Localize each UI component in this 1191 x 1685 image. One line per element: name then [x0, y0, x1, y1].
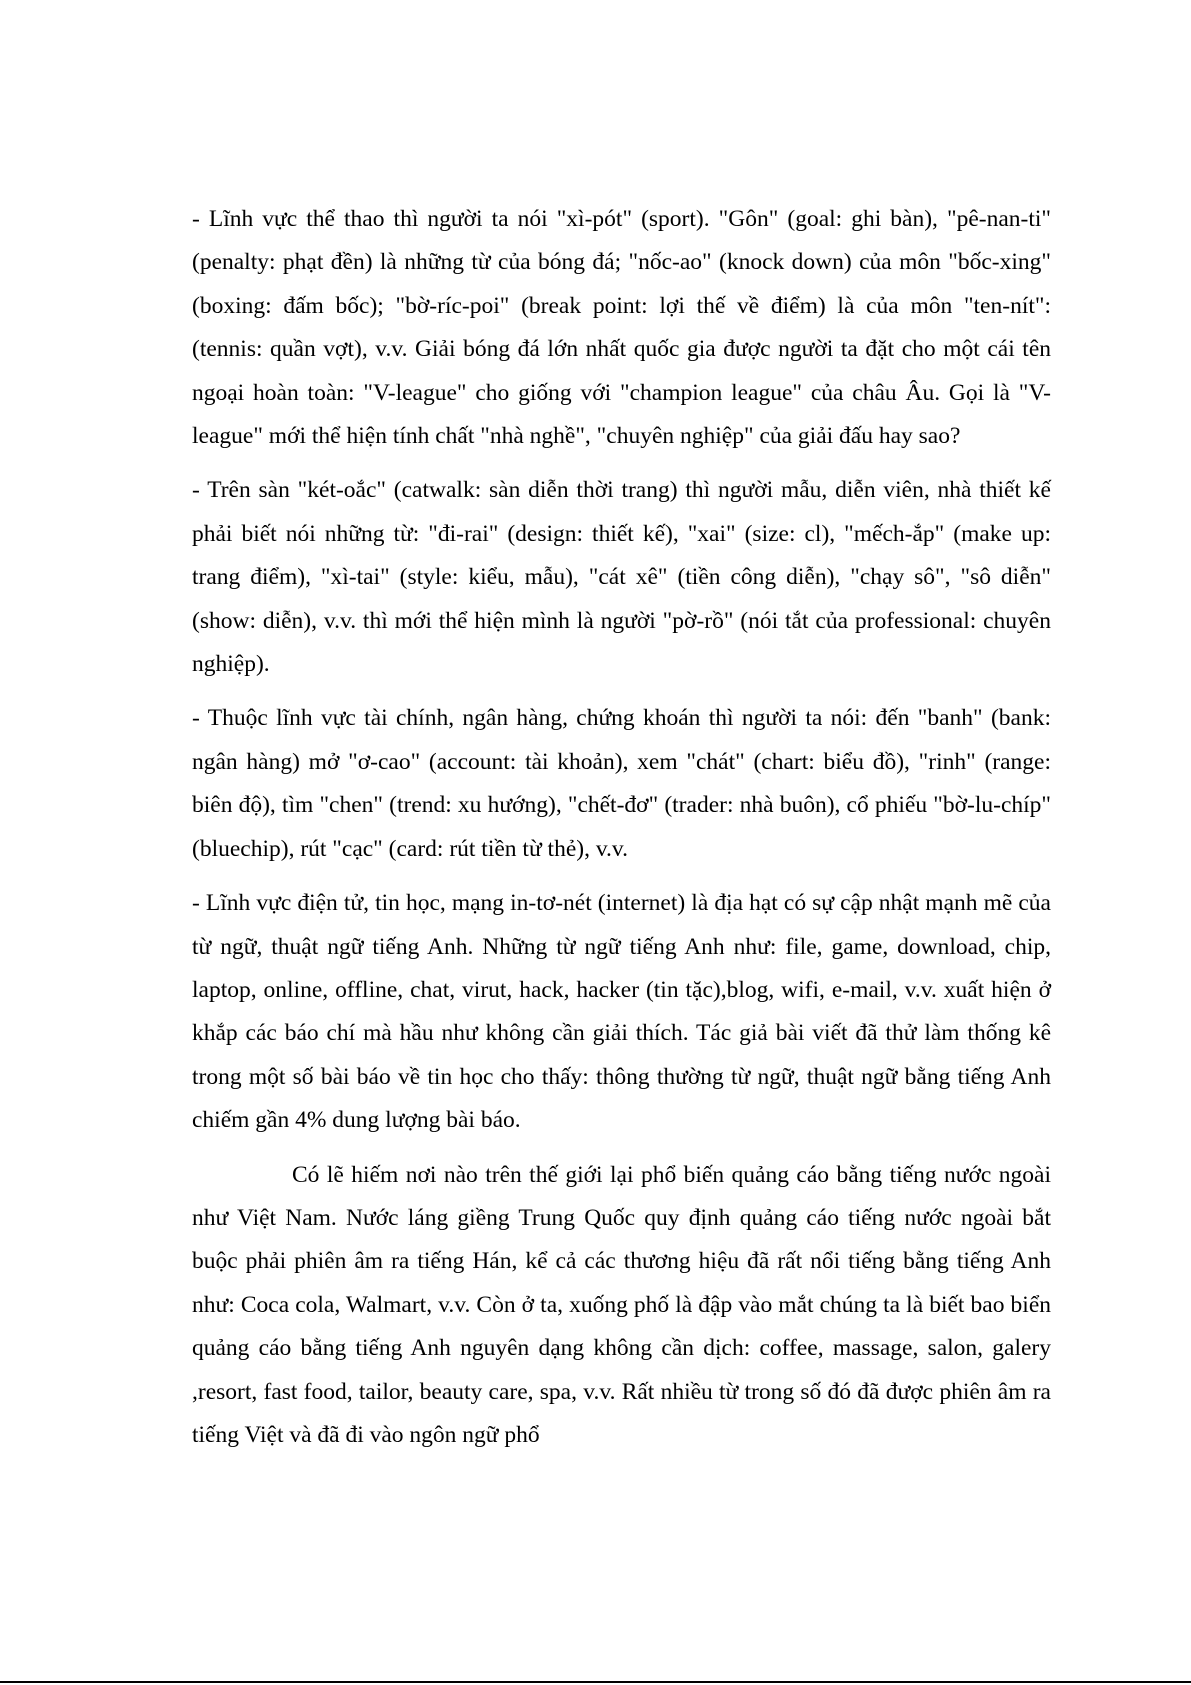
- paragraph-advertising: Có lẽ hiếm nơi nào trên thế giới lại phổ biến quảng cáo bằng tiếng nước ngoài như Việt Nam. Nước láng giềng Trung Quốc quy định quảng cáo tiếng nước ngoài bắt buộc phải phiên âm ra tiếng Hán, kể cả các thương hiệu đã rất nổi tiếng bằng tiếng Anh như: Coca cola, Walmart, v.v. Còn ở ta, xuống phố là đập vào mắt chúng ta là biết bao biển quảng cáo bằng tiếng Anh nguyên dạng không cần dịch: coffee, massage, salon, galery ,resort, fast food, tailor, beauty care, spa, v.v. Rất nhiều từ trong số đó đã được phiên âm ra tiếng Việt và đã đi vào ngôn ngữ phổ: [192, 1161, 1051, 1448]
- paragraph-technology: - Lĩnh vực điện tử, tin học, mạng in-tơ-nét (internet) là địa hạt có sự cập nhật mạnh mẽ của từ ngữ, thuật ngữ tiếng Anh. Những từ ngữ tiếng Anh như: file, game, download, chip, laptop, online, offline, chat, virut, hack, hacker (tin tặc),blog, wifi, e-mail, v.v. xuất hiện ở khắp các báo chí mà hầu như không cần giải thích. Tác giả bài viết đã thử làm thống kê trong một số bài báo về tin học cho thấy: thông thường từ ngữ, thuật ngữ bằng tiếng Anh chiếm gần 4% dung lượng bài báo.: [192, 890, 1051, 1134]
- paragraph-finance: - Thuộc lĩnh vực tài chính, ngân hàng, chứng khoán thì người ta nói: đến "banh" (bank: ngân hàng) mở "ơ-cao" (account: tài khoản), xem "chát" (chart: biểu đồ), "rinh" (range: biên độ), tìm "chen" (trend: xu hướng), "chết-đơ" (trader: nhà buôn), cổ phiếu "bờ-lu-chíp" (bluechip), rút "cạc" (card: rút tiền từ thẻ), v.v.: [192, 705, 1051, 862]
- document-body: [192, 198, 1051, 1468]
- page-bottom-rule: [0, 1681, 1191, 1683]
- paragraph-fashion: - Trên sàn "két-oắc" (catwalk: sàn diễn thời trang) thì người mẫu, diễn viên, nhà thiết kế phải biết nói những từ: "đi-rai" (design: thiết kế), "xai" (size: cl), "mếch-ắp" (make up: trang điểm), "xì-tai" (style: kiểu, mẫu), "cát xê" (tiền công diễn), "chạy sô", "sô diễn" (show: diễn), v.v. thì mới thể hiện mình là người "pờ-rồ" (nói tắt của professional: chuyên nghiệp).: [192, 477, 1051, 678]
- paragraph-sports: - Lĩnh vực thể thao thì người ta nói "xì-pót" (sport). "Gôn" (goal: ghi bàn), "pê-nan-ti" (penalty: phạt đền) là những từ của bóng đá; "nốc-ao" (knock down) của môn "bốc-xing" (boxing: đấm bốc); "bờ-ríc-poi" (break point: lợi thế về điểm) là của môn "ten-nít": (tennis: quần vợt), v.v. Giải bóng đá lớn nhất quốc gia được người ta đặt cho một cái tên ngoại hoàn toàn: "V-league" cho giống với "champion league" của châu Âu. Gọi là "V-league" mới thể hiện tính chất "nhà nghề", "chuyên nghiệp" của giải đấu hay sao?: [192, 206, 1051, 450]
